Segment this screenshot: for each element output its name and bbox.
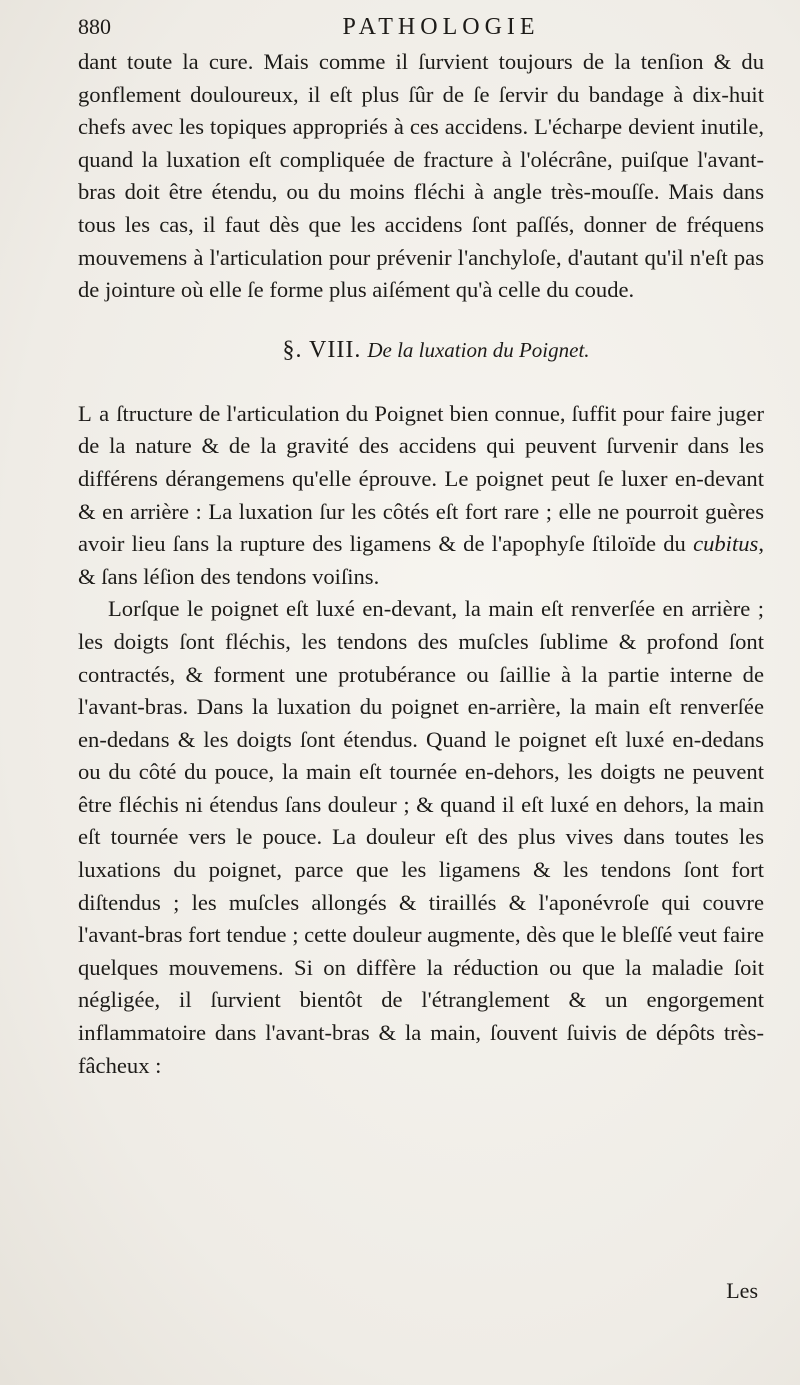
paragraph-structure-end: , & ſans léſion des tendons voiſins. bbox=[78, 531, 764, 589]
page-number: 880 bbox=[78, 14, 111, 39]
italic-term: cubitus bbox=[693, 531, 759, 557]
section-number: §. VIII. bbox=[282, 336, 362, 363]
running-title: PATHOLOGIE bbox=[342, 14, 540, 40]
running-head bbox=[78, 10, 764, 46]
paragraph-structure-text: ſtructure de l'articulation du Poignet bien connue, ſuffit pour faire juger de la nature & de la gravité des accidens qui peuvent ſurvenir dans les différens dérangemens qu'elle éprouve. Le poignet peut ſe luxer en-devant & en arrière : La luxation ſur les côtés eſt fort rare ; elle ne pourroit guères avoir lieu ſans la rupture des ligamens & de l'apophyſe ſtiloïde du bbox=[78, 400, 764, 557]
paragraph-continuation: dant toute la cure. Mais comme il ſurvient toujours de la tenſion & du gonflement douloureux, il eſt plus ſûr de ſe ſervir du bandage à dix-huit chefs avec les topiques appropriés à ces accidens. L'écharpe devient inutile, quand la luxation eſt compliquée de fracture à l'olécrâne, puiſque l'avant-bras doit être étendu, ou du moins fléchi à angle très-mouſſe. Mais dans tous les cas, il faut dès que les accidens ſont paſſés, donner de fréquens mouvemens à l'articulation pour prévenir l'anchyloſe, d'autant qu'il n'eſt pas de jointure où elle ſe forme plus aiſément qu'à celle du coude. bbox=[78, 49, 764, 303]
section-heading bbox=[78, 337, 764, 364]
initial-letters: L a bbox=[78, 400, 111, 426]
paragraph-symptoms: Lorſque le poignet eſt luxé en-devant, la main eſt renverſée en arrière ; les doigts ſont fléchis, les tendons des muſcles ſublime & profond ſont contractés, & forment une protubérance ou ſaillie à la partie interne de l'avant-bras. Dans la luxation du poignet en-arrière, la main eſt renverſée en-dedans & les doigts ſont étendus. Quand le poignet eſt luxé en-dedans ou du côté du pouce, la main eſt tournée en-dehors, les doigts ne peuvent être fléchis ni étendus ſans douleur ; & quand il eſt luxé en dehors, la main eſt tournée vers le pouce. La douleur eſt des plus vives dans toutes les luxations du poignet, parce que les ligamens & les tendons ſont fort diſtendus ; les muſcles allongés & tiraillés & l'aponévroſe qui couvre l'avant-bras fort tendue ; cette douleur augmente, dès que le bleſſé veut faire quelques mouvemens. Si on diffère la réduction ou que la maladie ſoit négligée, il ſurvient bientôt de l'étranglement & un engorgement inflammatoire dans l'avant-bras & la main, ſouvent ſuivis de dépôts très-fâcheux : bbox=[78, 596, 764, 1078]
section-title: De la luxation du Poignet. bbox=[367, 337, 590, 362]
paragraph-structure bbox=[78, 398, 764, 594]
catchword: Les bbox=[726, 1278, 758, 1303]
